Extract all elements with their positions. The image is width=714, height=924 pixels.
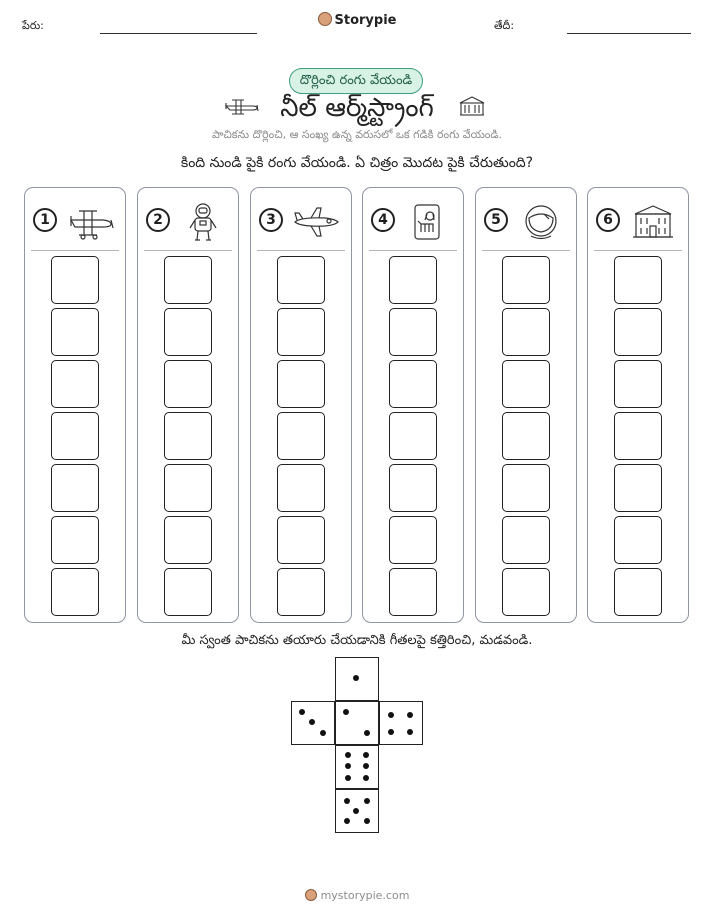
jet-plane-icon (291, 202, 341, 242)
pip (364, 818, 370, 824)
column-number: 6 (596, 208, 620, 232)
color-cell[interactable] (164, 412, 212, 460)
color-cell[interactable] (277, 568, 325, 616)
pip (344, 818, 350, 824)
color-cell[interactable] (389, 412, 437, 460)
name-line[interactable] (100, 33, 257, 34)
activity-label: దొర్లించి రంగు వేయండి (289, 68, 423, 94)
building-title-icon (458, 95, 486, 117)
color-cell[interactable] (502, 412, 550, 460)
color-cell[interactable] (51, 308, 99, 356)
instruction-text: పాచికను దొర్లించి, ఆ సంఖ్య ఉన్న వరుసలో ఒక గడికి రంగు వేయండి. (212, 128, 502, 141)
column-number: 4 (371, 208, 395, 232)
column-number: 3 (259, 208, 283, 232)
dice-net (291, 657, 425, 837)
pip (363, 763, 369, 769)
color-cell[interactable] (277, 464, 325, 512)
color-cell[interactable] (389, 516, 437, 564)
color-cell[interactable] (614, 308, 662, 356)
column-divider (144, 250, 232, 251)
color-cell[interactable] (614, 464, 662, 512)
dice-face-5 (335, 789, 379, 833)
dice-face-3 (291, 701, 335, 745)
pip (309, 719, 315, 725)
color-cell[interactable] (614, 568, 662, 616)
color-cell[interactable] (614, 360, 662, 408)
column-divider (369, 250, 457, 251)
pip (407, 729, 413, 735)
color-cell[interactable] (502, 464, 550, 512)
column-5 (475, 187, 577, 623)
dog-card-icon (403, 202, 453, 242)
column-6 (587, 187, 689, 623)
pip (388, 712, 394, 718)
dice-face-4 (379, 701, 423, 745)
color-cell[interactable] (277, 360, 325, 408)
bear-icon (305, 889, 317, 901)
color-cell[interactable] (389, 256, 437, 304)
color-cell[interactable] (164, 308, 212, 356)
column-4 (362, 187, 464, 623)
pip (343, 709, 349, 715)
column-1 (24, 187, 126, 623)
column-number: 2 (146, 208, 170, 232)
color-cell[interactable] (277, 516, 325, 564)
column-number: 1 (33, 208, 57, 232)
color-cell[interactable] (164, 256, 212, 304)
column-divider (31, 250, 119, 251)
pip (345, 775, 351, 781)
color-cell[interactable] (164, 464, 212, 512)
color-cell[interactable] (164, 516, 212, 564)
pip (353, 808, 359, 814)
brand-logo (0, 12, 714, 28)
footer-url[interactable]: mystorypie.com (320, 889, 410, 902)
color-cell[interactable] (502, 360, 550, 408)
pip (364, 798, 370, 804)
color-cell[interactable] (277, 308, 325, 356)
cutout-instruction: మీ స్వంత పాచికను తయారు చేయడానికి గీతలపై కత్తిరించి, మడవండి. (181, 633, 533, 648)
color-cell[interactable] (164, 360, 212, 408)
pip (345, 752, 351, 758)
space-helmet-icon (516, 202, 566, 242)
bear-icon (318, 12, 332, 26)
pip (344, 798, 350, 804)
color-cell[interactable] (51, 412, 99, 460)
page-title: నీల్ ఆర్మ్‌స్ట్రాంగ్ (280, 93, 434, 123)
dice-face-6 (335, 745, 379, 789)
pip (299, 709, 305, 715)
color-cell[interactable] (502, 256, 550, 304)
column-divider (594, 250, 682, 251)
color-cell[interactable] (51, 516, 99, 564)
pip (364, 730, 370, 736)
color-cell[interactable] (389, 464, 437, 512)
dice-face-2 (335, 701, 379, 745)
astronaut-icon (178, 202, 228, 242)
dice-face-1 (335, 657, 379, 701)
color-cell[interactable] (502, 516, 550, 564)
biplane-icon (65, 202, 115, 242)
brand-name: Storypie (334, 13, 397, 28)
column-number: 5 (484, 208, 508, 232)
date-line[interactable] (567, 33, 691, 34)
color-cell[interactable] (502, 308, 550, 356)
color-cell[interactable] (389, 308, 437, 356)
column-divider (482, 250, 570, 251)
color-cell[interactable] (389, 360, 437, 408)
color-cell[interactable] (502, 568, 550, 616)
pip (388, 729, 394, 735)
color-cell[interactable] (614, 412, 662, 460)
pip (407, 712, 413, 718)
color-cell[interactable] (614, 516, 662, 564)
column-3 (250, 187, 352, 623)
pip (363, 775, 369, 781)
column-2 (137, 187, 239, 623)
column-divider (257, 250, 345, 251)
university-building-icon (628, 202, 678, 242)
question-text: కింది నుండి పైకి రంగు వేయండి. ఏ చిత్రం మొదట పైకి చేరుతుంది? (180, 155, 534, 171)
color-cell[interactable] (614, 256, 662, 304)
color-cell[interactable] (389, 568, 437, 616)
color-cell[interactable] (164, 568, 212, 616)
color-cell[interactable] (277, 412, 325, 460)
color-cell[interactable] (51, 256, 99, 304)
pip (345, 763, 351, 769)
pip (320, 730, 326, 736)
footer (0, 889, 714, 902)
pip (353, 675, 359, 681)
name-label: పేరు: (22, 19, 44, 32)
color-cell[interactable] (51, 568, 99, 616)
color-cell[interactable] (277, 256, 325, 304)
color-cell[interactable] (51, 464, 99, 512)
color-cell[interactable] (51, 360, 99, 408)
date-label: తేదీ: (494, 19, 515, 32)
pip (363, 752, 369, 758)
